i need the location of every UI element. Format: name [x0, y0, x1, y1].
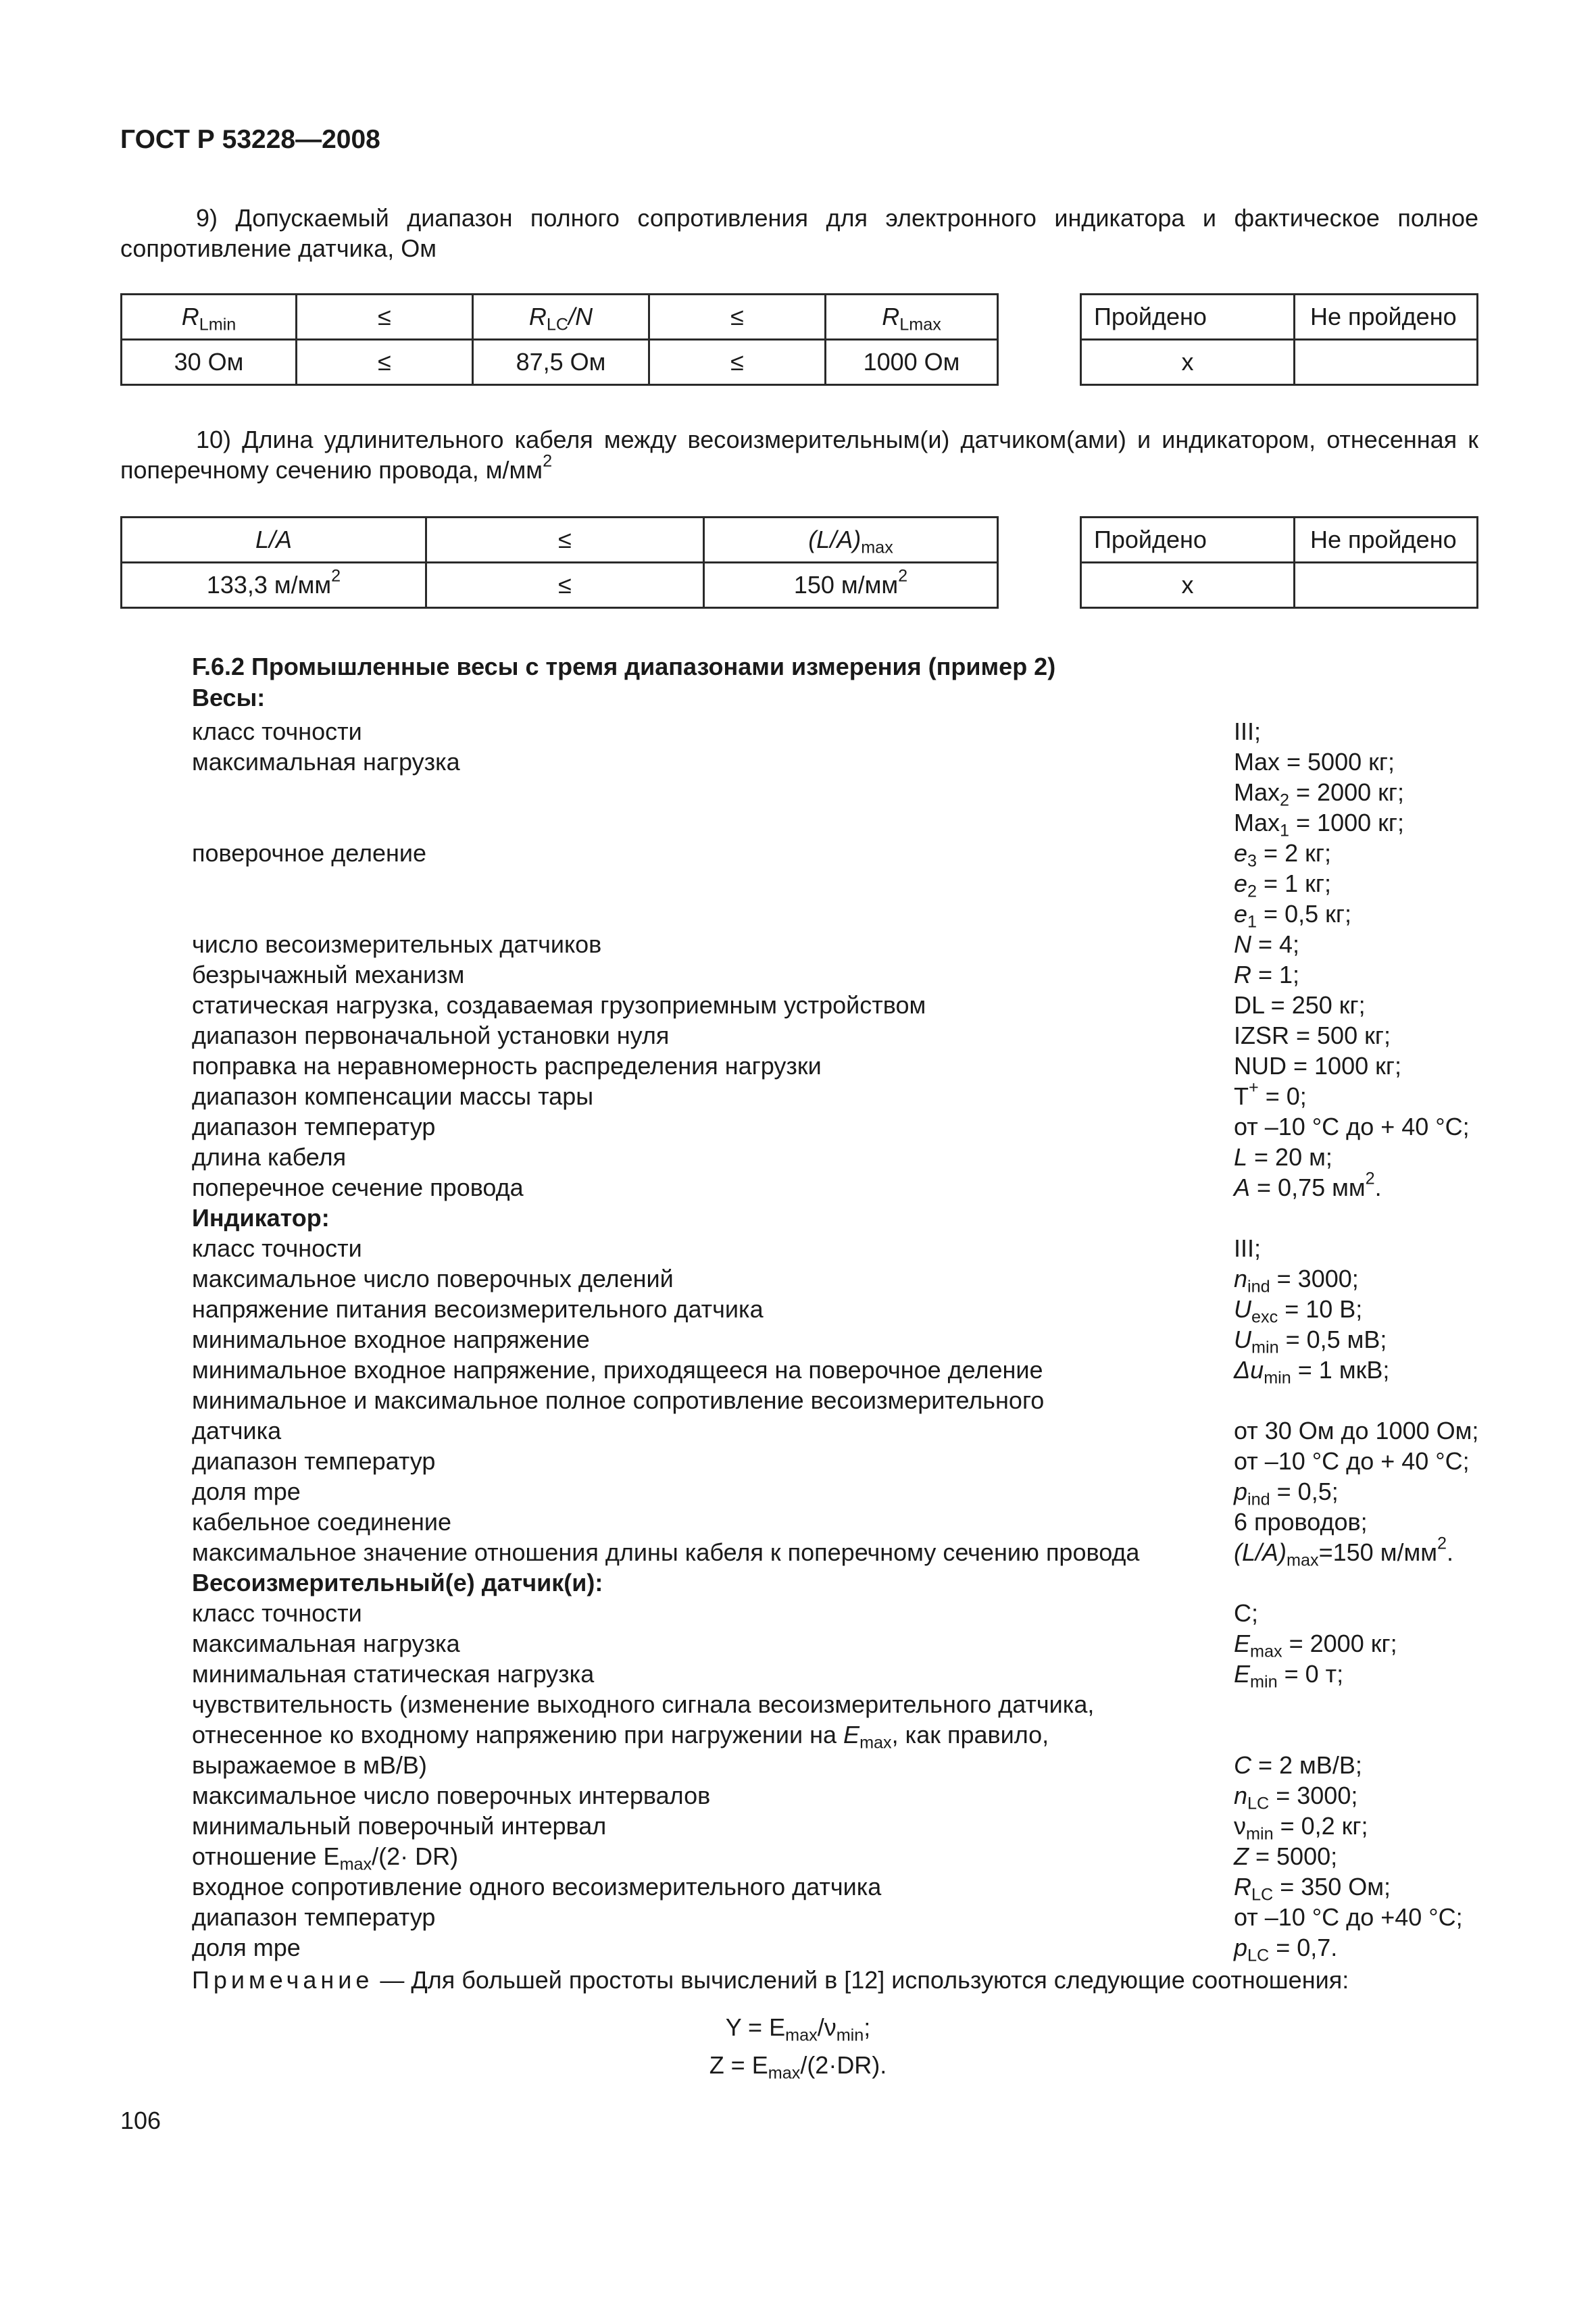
param-row: длина кабеля L = 20 м;	[192, 1143, 1332, 1171]
param-row: Max$_1$ = 1000 кг;	[1234, 809, 1405, 840]
formula-y: $Y = E_{max}/\nu_{min}$;	[725, 2013, 871, 2045]
item-9-text: 9) Допускаемый диапазон полного сопротивления для электронного индикатора и фактическое полное сопротивление датчика, Ом	[120, 204, 1478, 262]
param-row: входное сопротивление одного весоизмерительного датчика $R_{LC} = 350$ Ом;	[192, 1873, 1391, 1905]
param-row: статическая нагрузка, создаваемая грузоприемным устройством DL = 250 кг;	[192, 991, 1366, 1019]
header-la: L/A	[122, 518, 426, 563]
param-row: максимальная нагрузка $E_{max} = 2000$ кг;	[192, 1630, 1397, 1661]
header-rlc-n: $R_{LC}/N$	[473, 295, 649, 340]
param-row: максимальное число поверочных делений $n_{ind} = 3000$;	[192, 1265, 1359, 1297]
note-label: Примечание	[192, 1966, 374, 1994]
passed-mark: x	[1081, 563, 1295, 608]
le-sign: ≤	[649, 340, 826, 385]
param-row: кабельное соединение 6 проводов;	[192, 1508, 1368, 1536]
param-row: напряжение питания весоизмерительного датчика $U_{exc} = 10$ В;	[192, 1295, 1363, 1327]
param-row: доля mpe $p_{LC} = 0,7$.	[192, 1934, 1338, 1965]
param-row: датчика от 30 Ом до 1000 Ом;	[192, 1417, 1479, 1444]
param-row: безрычажный механизм R = 1;	[192, 961, 1300, 988]
header-rlmax: $R_{Lmax}$	[826, 295, 998, 340]
result-table-10	[1080, 516, 1478, 609]
param-row: минимальный поверочный интервал $\nu_{min} = 0,2$ кг;	[192, 1812, 1368, 1844]
item-10-text: 10) Длина удлинительного кабеля между весоизмерительным(и) датчиком(ами) и индикатором, отнесенная к поперечному сечению провода, $м/мм^2$	[120, 426, 1478, 484]
param-row: поперечное сечение провода A = 0,75 $мм^2$.	[192, 1169, 1382, 1201]
value-rlmin: 30 Ом	[122, 340, 297, 385]
param-row: чувствительность (изменение выходного сигнала весоизмерительного датчика,	[192, 1690, 1095, 1718]
le-sign: ≤	[649, 295, 826, 340]
param-row: диапазон компенсации массы тары T+ = 0;	[192, 1078, 1307, 1110]
note	[192, 1966, 1349, 1994]
failed-mark	[1295, 340, 1478, 385]
loadcell-heading: Весоизмерительный(е) датчик(и):	[192, 1569, 603, 1596]
param-row: максимальная нагрузка Max = 5000 кг;	[192, 748, 1395, 776]
param-row: минимальная статическая нагрузка $E_{min} = 0$ т;	[192, 1660, 1344, 1692]
note-text: — Для большей простоты вычислений в [12] используются следующие соотношения:	[373, 1966, 1349, 1994]
param-row: поправка на неравномерность распределения нагрузки NUD = 1000 кг;	[192, 1052, 1401, 1080]
result-table-9	[1080, 293, 1478, 386]
param-row: максимальное число поверочных интервалов $n_{LC} = 3000$;	[192, 1782, 1358, 1813]
param-row: класс точности III;	[192, 1234, 1262, 1262]
param-row: класс точности C;	[192, 1599, 1258, 1627]
failed-mark	[1295, 563, 1478, 608]
param-row: выражаемое в мВ/В) C = 2 мВ/В;	[192, 1751, 1362, 1779]
param-row: минимальное и максимальное полное сопротивление весоизмерительного	[192, 1386, 1045, 1414]
value-la-max: 150 $м/мм^2$	[704, 563, 998, 608]
le-sign: ≤	[426, 563, 704, 608]
param-row: $e_1 = 0,5$ кг;	[1234, 900, 1352, 932]
section-title: F.6.2 Промышленные весы с тремя диапазонами измерения (пример 2)	[192, 653, 1056, 680]
parameter-list	[192, 716, 1479, 1965]
header-la-max: $(L/A)_{max}$	[704, 518, 998, 563]
passed-header: Пройдено	[1081, 295, 1295, 340]
le-sign: ≤	[297, 295, 473, 340]
failed-header: Не пройдено	[1295, 518, 1478, 563]
param-row: отнесенное ко входному напряжению при нагружении на $E_{max}$, как правило,	[192, 1721, 1049, 1753]
param-row: класс точности III;	[192, 718, 1262, 745]
document-header: ГОСТ Р 53228—2008	[120, 125, 380, 154]
param-row: максимальное значение отношения длины кабеля к поперечному сечению провода $(L/A)_{max}=150$ $м/мм^2$.	[192, 1534, 1453, 1570]
cable-length-table	[120, 516, 999, 609]
param-row: диапазон температур от –10 °С до + 40 °С;	[192, 1447, 1470, 1475]
passed-header: Пройдено	[1081, 518, 1295, 563]
param-row: минимальное входное напряжение, приходящееся на поверочное деление $\Delta u_{min} = 1$ мкВ;	[192, 1356, 1390, 1388]
page-number: 106	[120, 2107, 161, 2134]
param-row: минимальное входное напряжение $U_{min} = 0,5$ мВ;	[192, 1326, 1387, 1357]
value-rlc: 87,5 Ом	[473, 340, 649, 385]
impedance-table	[120, 293, 999, 386]
param-row: $e_2 = 1$ кг;	[1234, 870, 1331, 901]
le-sign: ≤	[426, 518, 704, 563]
formula-z: $Z = E_{max}/(2\cdot DR)$.	[709, 2051, 887, 2083]
value-rlmax: 1000 Ом	[826, 340, 998, 385]
param-row: диапазон температур от –10 °С до +40 °С;	[192, 1903, 1463, 1931]
param-row: доля mpe $p_{ind} = 0,5$;	[192, 1478, 1339, 1509]
param-row: диапазон температур от –10 °С до + 40 °С;	[192, 1113, 1470, 1140]
param-row: диапазон первоначальной установки нуля IZSR = 500 кг;	[192, 1022, 1391, 1049]
header-rlmin: $R_{Lmin}$	[122, 295, 297, 340]
passed-mark: x	[1081, 340, 1295, 385]
param-row: отношение $E_{max}/(2\cdot DR)$ Z = 5000;	[192, 1842, 1338, 1874]
le-sign: ≤	[297, 340, 473, 385]
indicator-heading: Индикатор:	[192, 1204, 330, 1232]
param-row: поверочное деление $e_3 = 2$ кг;	[192, 839, 1331, 871]
value-la: 133,3 $м/мм^2$	[122, 563, 426, 608]
scales-heading: Весы:	[192, 684, 266, 711]
failed-header: Не пройдено	[1295, 295, 1478, 340]
param-row: Max$_2$ = 2000 кг;	[1234, 778, 1405, 810]
param-row: число весоизмерительных датчиков N = 4;	[192, 930, 1300, 958]
